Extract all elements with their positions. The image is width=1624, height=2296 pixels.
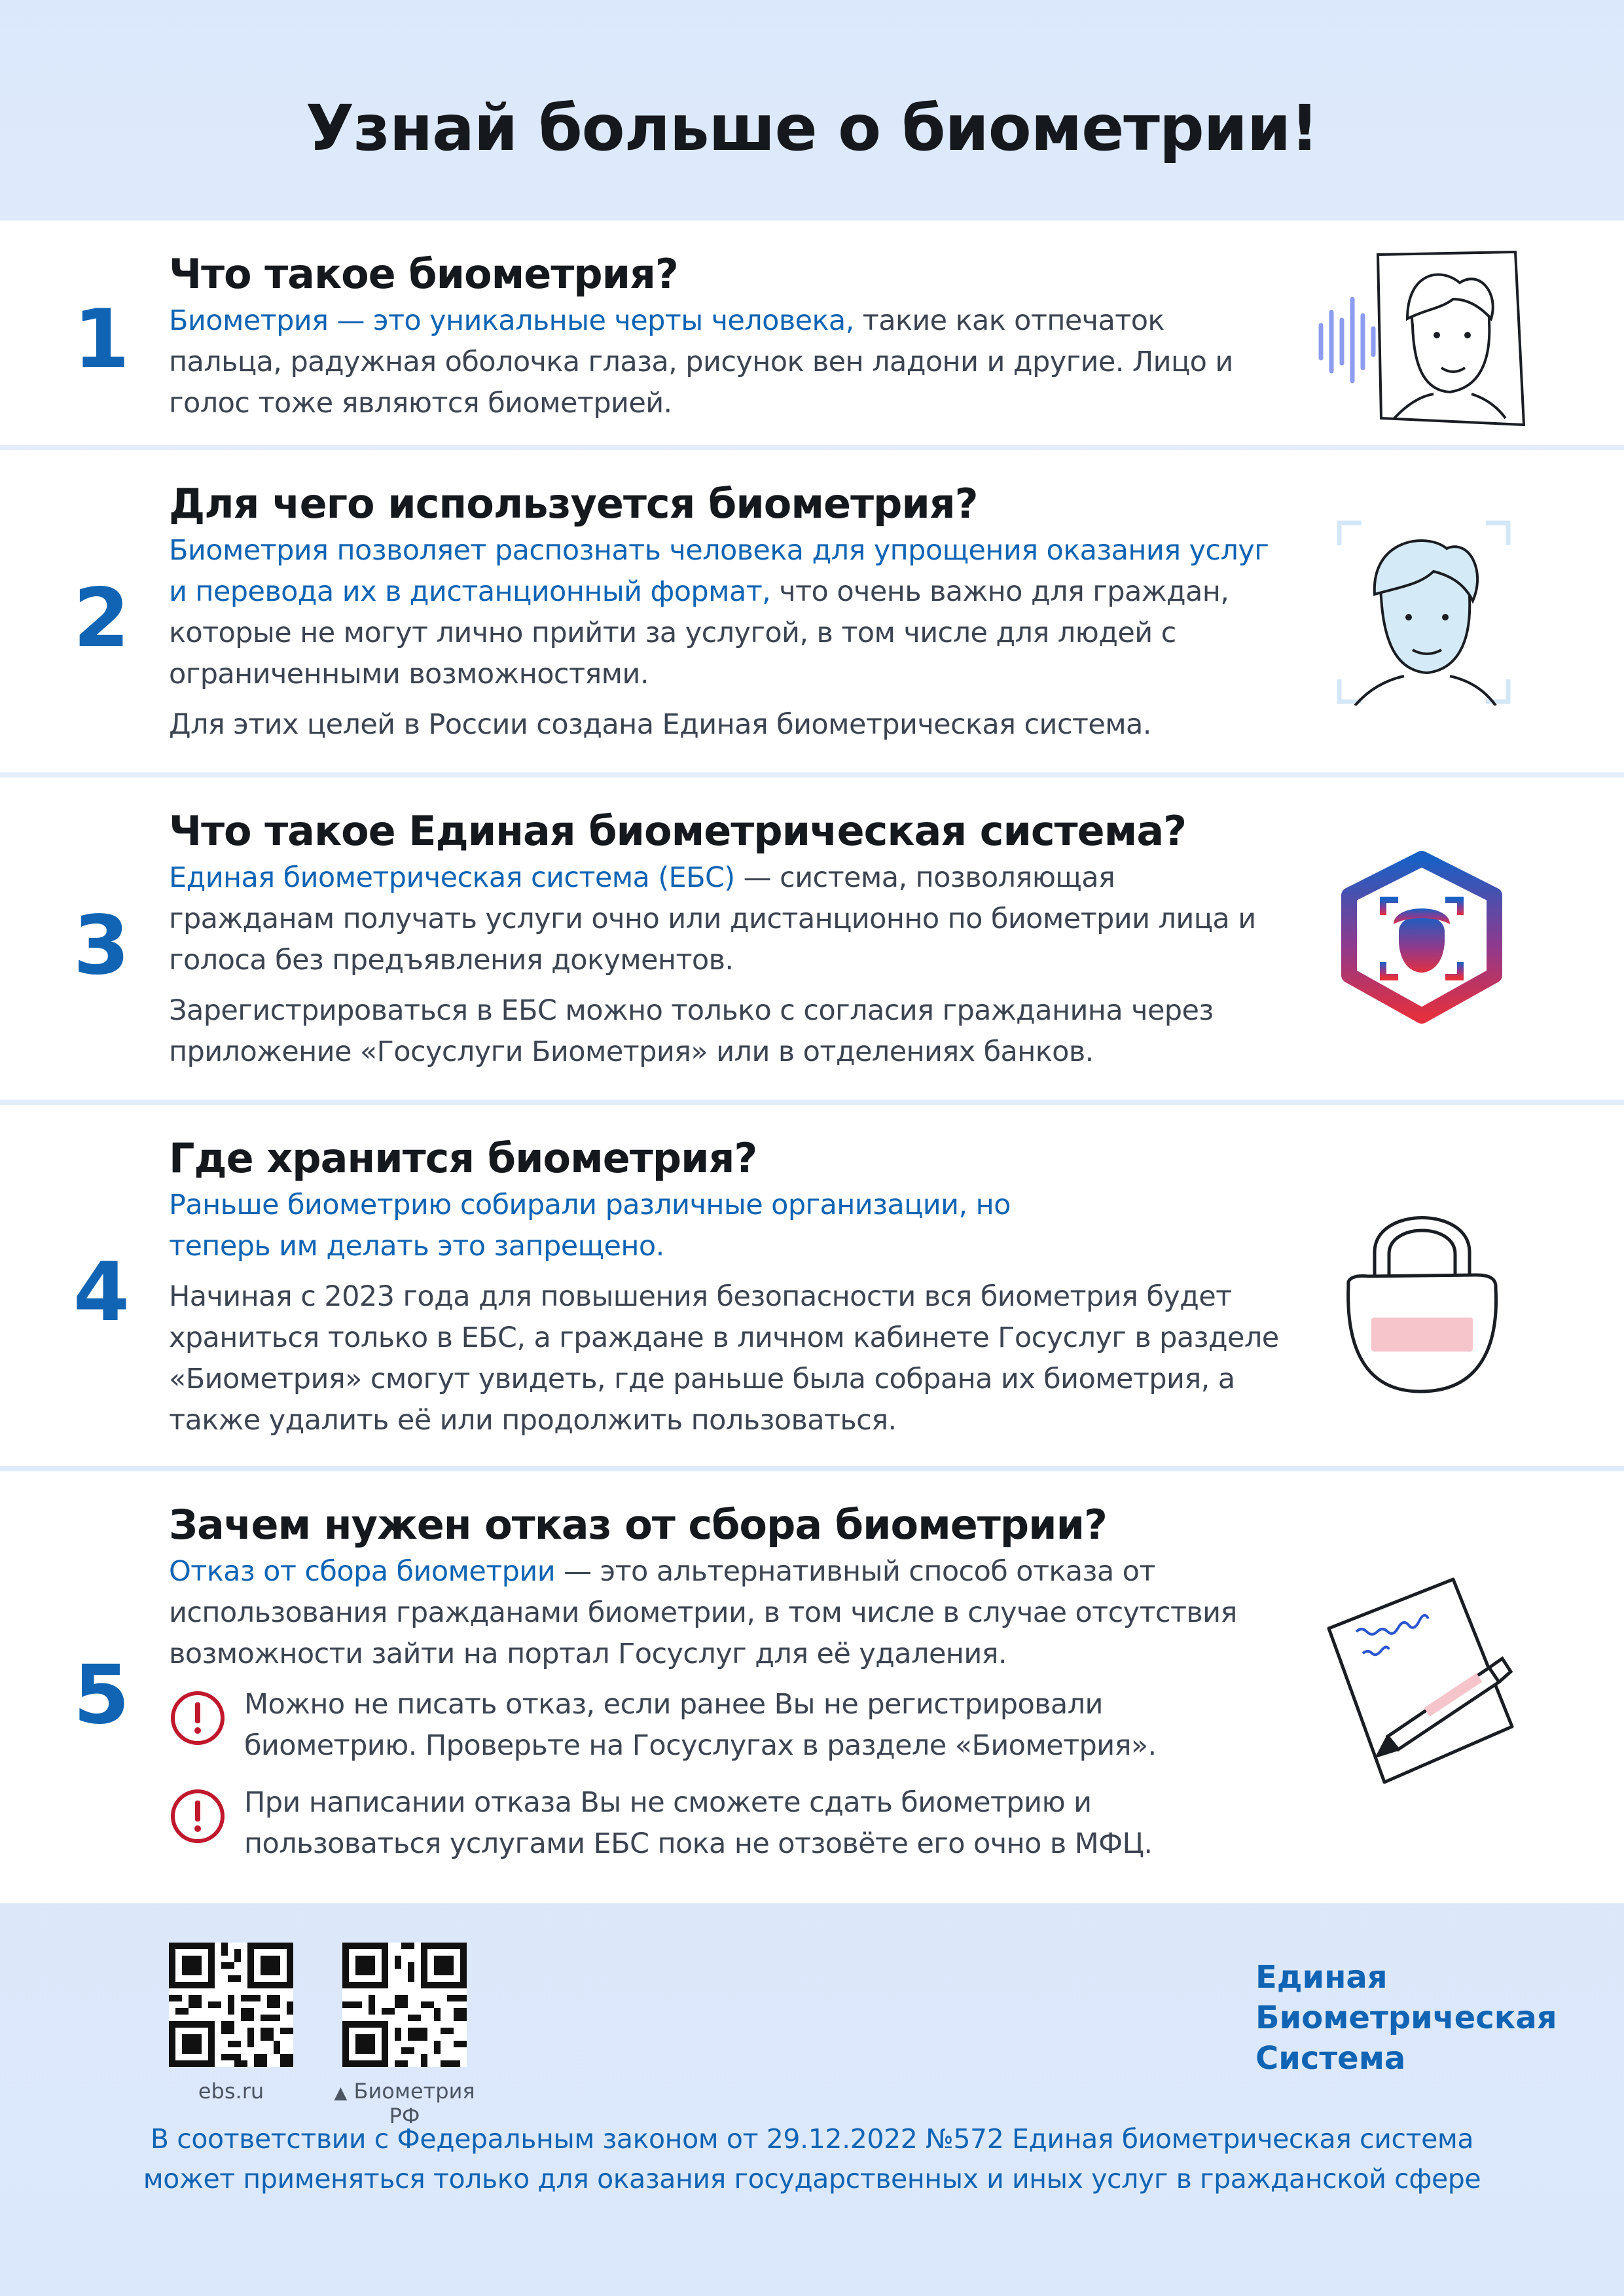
section-body: что очень важно для граждан, которые не могут лично прийти за услугой, в том числе для людей с ограниченными возможностями. bbox=[169, 575, 1229, 691]
section-question: Что такое биометрия? bbox=[169, 250, 678, 298]
section-body: — система, позволяющая гражданам получать услуги очно или дистанционно по биометрии лица и голоса без предъявления документов. bbox=[169, 861, 1256, 977]
legal-notice bbox=[0, 2119, 1624, 2199]
section-text-2: Зарегистрироваться в ЕБС можно только с согласия гражданина через приложение «Госуслуги Биометрия» или в отделениях банков. bbox=[169, 994, 1214, 1069]
brand-line: Единая bbox=[1255, 1959, 1388, 1996]
section-2-card bbox=[0, 450, 1624, 772]
section-text bbox=[169, 857, 1282, 981]
warning-icon bbox=[169, 1689, 226, 1747]
section-number: 3 bbox=[73, 899, 130, 993]
padlock-icon bbox=[1342, 1203, 1502, 1396]
ebs-logo-icon bbox=[1339, 851, 1506, 1024]
section-lead: Биометрия — это уникальные черты человека, bbox=[169, 304, 854, 338]
legal-line: В соответствии с Федеральным законом от 29.12.2022 №572 Единая биометрическая система bbox=[150, 2123, 1474, 2155]
legal-line: может применяться только для оказания государственных и иных услуг в гражданской сфере bbox=[143, 2163, 1481, 2195]
section-number: 2 bbox=[73, 571, 130, 666]
qr-code-telegram[interactable] bbox=[342, 1943, 467, 2067]
face-scan-icon bbox=[1335, 519, 1512, 706]
section-4-card bbox=[0, 1105, 1624, 1466]
section-question: Для чего используется биометрия? bbox=[169, 480, 978, 528]
qr-label-ebs: ebs.ru bbox=[198, 2079, 264, 2104]
warning-text: Можно не писать отказ, если ранее Вы не регистрировали биометрию. Проверьте на Госуслугах в разделе «Биометрия». bbox=[244, 1688, 1157, 1763]
warning-1 bbox=[169, 1684, 1282, 1767]
qr-label-telegram: ▲ Биометрия РФ bbox=[334, 2079, 475, 2128]
signed-document-pen-icon bbox=[1322, 1576, 1519, 1785]
section-text-2: Начиная с 2023 года для повышения безопасности вся биометрия будет храниться только в ЕБС, а граждане в личном кабинете Госуслуг в разделе «Биометрия» смогут увидеть, где раньше была собрана их биометрия, а также удалить её или продолжить пользоваться. bbox=[169, 1280, 1279, 1437]
section-number: 4 bbox=[73, 1246, 130, 1340]
section-text-2: Для этих целей в России создана Единая биометрическая система. bbox=[169, 708, 1151, 742]
section-lead: Раньше биометрию собирали различные организации, но теперь им делать это запрещено. bbox=[169, 1189, 1011, 1263]
brand-logo-text bbox=[1255, 1957, 1557, 2079]
brand-line: Система bbox=[1255, 2040, 1406, 2077]
page-title: Узнай больше о биометрии! bbox=[306, 92, 1318, 165]
section-text bbox=[169, 1551, 1269, 1675]
section-3-card bbox=[0, 778, 1624, 1100]
section-lead: Отказ от сбора биометрии bbox=[169, 1555, 556, 1588]
section-question: Что такое Единая биометрическая система? bbox=[169, 807, 1187, 855]
section-question: Где хранится биометрия? bbox=[169, 1134, 757, 1182]
section-text bbox=[169, 530, 1282, 695]
warning-text: При написании отказа Вы не сможете сдать биометрию и пользоваться услугами ЕБС пока не отзовёте его очно в МФЦ. bbox=[244, 1786, 1153, 1861]
section-1-card bbox=[0, 221, 1624, 445]
section-lead: Биометрия позволяет распознать человека для упрощения оказания услуг и перевода их в дистанционный формат, bbox=[169, 534, 1269, 609]
telegram-icon: ▲ bbox=[334, 2083, 348, 2103]
warning-2 bbox=[169, 1782, 1282, 1865]
brand-line: Биометрическая bbox=[1255, 2000, 1557, 2036]
section-5-card bbox=[0, 1471, 1624, 1903]
section-number: 5 bbox=[73, 1648, 130, 1742]
section-question: Зачем нужен отказ от сбора биометрии? bbox=[169, 1501, 1108, 1549]
qr-code-ebs[interactable] bbox=[169, 1943, 293, 2067]
section-text bbox=[169, 300, 1282, 424]
face-portrait-voice-icon bbox=[1316, 247, 1532, 430]
section-body: такие как отпечаток пальца, радужная оболочка глаза, рисунок вен ладони и другие. Лицо и голос тоже являются биометрией. bbox=[169, 304, 1233, 420]
section-body: — это альтернативный способ отказа от использования гражданами биометрии, в том числе в случае отсутствия возможности зайти на портал Госуслуг для её удаления. bbox=[169, 1555, 1237, 1671]
warning-icon bbox=[169, 1787, 226, 1845]
section-lead: Единая биометрическая система (ЕБС) bbox=[169, 861, 735, 895]
section-number: 1 bbox=[73, 293, 130, 387]
